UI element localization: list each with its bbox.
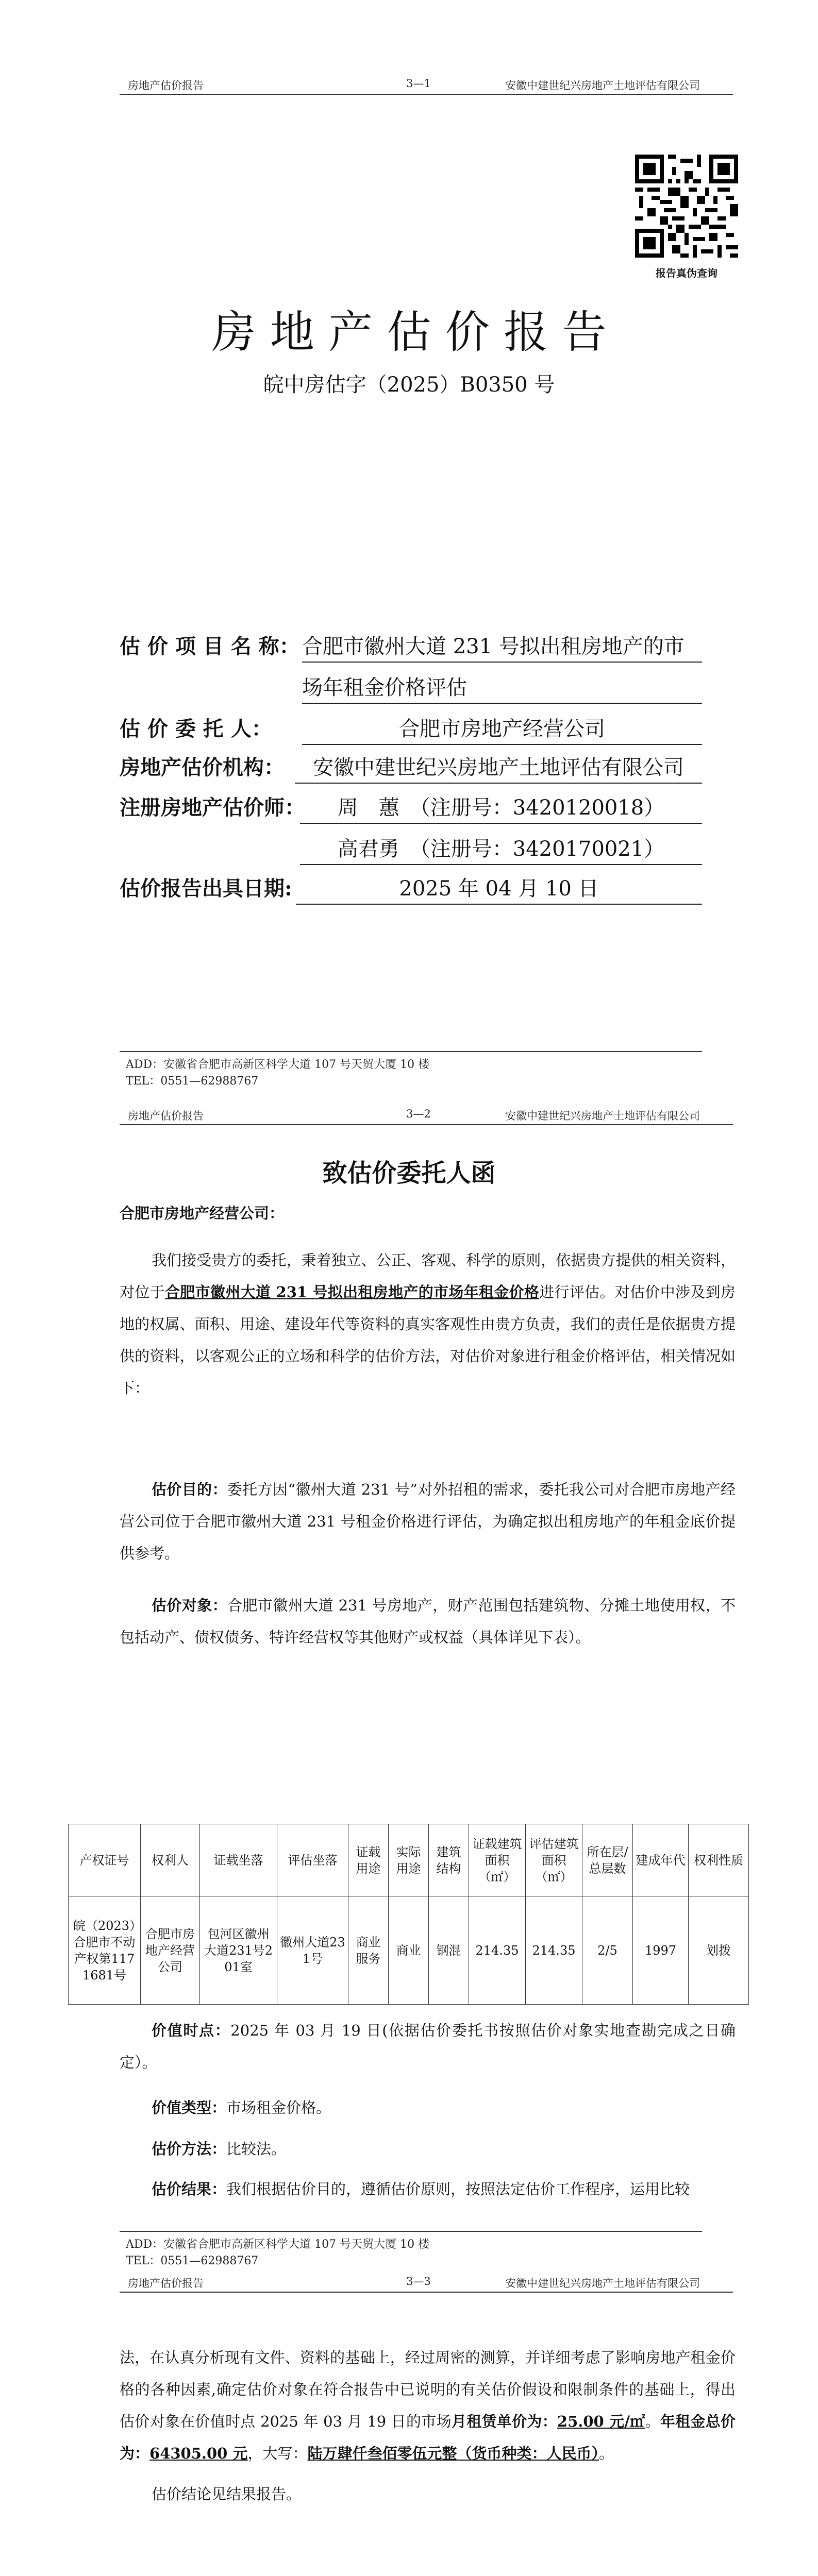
td-cert-area: 214.35: [469, 1896, 526, 2005]
appraiser-2: 高君勇 （注册号：3420170021）: [337, 837, 665, 861]
appraiser-label: 注册房地产估价师：: [120, 795, 305, 820]
project-name-underline2: [302, 703, 702, 704]
method-paragraph: 估价方法：比较法。: [152, 2140, 287, 2158]
td-cert-no: 皖（2023）合肥市不动产权第1171681号: [69, 1896, 141, 2005]
appraiser-1-underline: [300, 823, 702, 824]
page2-header-company: 安徽中建世纪兴房地产土地评估有限公司: [505, 1110, 700, 1122]
project-name-label: 估 价 项 目 名 称：: [120, 634, 300, 658]
td-owner: 合肥市房地产经营公司: [141, 1896, 200, 2005]
result-continued-paragraph: 法，在认真分析现有文件、资料的基础上，经过周密的测算，并详细考虑了影响房地产租金价格的各种因素,确定估价对象在符合报告中已说明的有关估价假设和限制条件的基础上，得出估价对象在价值时点 2025 年 03 月 19 日的市场月租赁单价为：25.00 元/㎡。年租金总价为：64305.00 元，大写：陆万肆仟叁佰零伍元整（货币种类：人民币）。: [120, 2349, 736, 2462]
th-actual-use: 实际用途: [389, 1824, 429, 1896]
agency-value: 安徽中建世纪兴房地产土地评估有限公司: [313, 756, 684, 779]
conclusion-paragraph: 估价结论见结果报告。: [152, 2485, 302, 2503]
page2-header-page-no: 3—2: [406, 1108, 431, 1120]
page3-header-company: 安徽中建世纪兴房地产土地评估有限公司: [505, 2277, 700, 2290]
client-label: 估 价 委 托 人：: [120, 717, 272, 741]
report-date-underline: [296, 904, 702, 905]
page1-footer-tel: TEL：0551—62988767: [126, 1075, 259, 1088]
property-table: [68, 1824, 749, 2005]
page3-header-page-no: 3—3: [406, 2275, 431, 2287]
report-number: 皖中房估字（2025）B0350 号: [263, 373, 555, 397]
td-structure: 钢混: [429, 1896, 469, 2005]
th-eval-area: 评估建筑面积（㎡）: [526, 1824, 582, 1896]
th-owner: 权利人: [141, 1824, 200, 1896]
appraiser-1: 周 蕙 （注册号：3420120018）: [337, 796, 665, 820]
table-row: [69, 1896, 749, 2005]
td-floor: 2/5: [582, 1896, 633, 2005]
result-paragraph: 估价结果：我们根据估价目的，遵循估价原则，按照法定估价工作程序，运用比较: [152, 2180, 690, 2198]
th-cert-no: 产权证号: [69, 1824, 141, 1896]
td-cert-location: 包河区徽州大道231号201室: [200, 1896, 277, 2005]
td-eval-location: 徽州大道231号: [277, 1896, 348, 2005]
page3-header-rule: [120, 2292, 733, 2293]
report-title: 房 地 产 估 价 报 告: [211, 307, 607, 358]
letter-title: 致估价委托人函: [322, 1159, 496, 1188]
page2-footer-tel: TEL：0551—62988767: [126, 2255, 259, 2267]
page1-header-left: 房地产估价报告: [128, 79, 204, 92]
value-date-paragraph: 价值时点：2025 年 03 月 19 日(依据估价委托书按照估价对象实地查勘完成之日确定）。: [120, 2022, 736, 2071]
th-cert-use: 证载用途: [348, 1824, 389, 1896]
project-name-line1: 合肥市徽州大道 231 号拟出租房地产的市: [302, 635, 685, 658]
property-table-header-row: [69, 1824, 749, 1896]
page1-footer-address: ADD：安徽省合肥市高新区科学大道 107 号天贸大厦 10 楼: [126, 1058, 430, 1071]
client-value: 合肥市房地产经营公司: [399, 717, 605, 741]
object-paragraph: 估价对象：合肥市徽州大道 231 号房地产，财产范围包括建筑物、分摊土地使用权，不包括动产、债权债务、特许经营权等其他财产或权益（具体详见下表）。: [120, 1597, 736, 1646]
agency-underline: [295, 783, 702, 784]
project-name-line2: 场年租金价格评估: [302, 676, 467, 700]
page1-header-rule: [120, 94, 733, 95]
appraiser-2-underline: [300, 864, 702, 865]
letter-salutation: 合肥市房地产经营公司：: [120, 1205, 285, 1222]
th-cert-area: 证载建筑面积（㎡）: [469, 1824, 526, 1896]
td-actual-use: 商业: [389, 1896, 429, 2005]
page1-footer-rule: [120, 1051, 702, 1052]
page2-footer-rule: [120, 2231, 702, 2232]
th-structure: 建筑结构: [429, 1824, 469, 1896]
letter-intro-paragraph: 我们接受贵方的委托，秉着独立、公正、客观、科学的原则，依据贵方提供的相关资料，对位于合肥市徽州大道 231 号拟出租房地产的市场年租金价格进行评估。对估价中涉及到房地的权属、面积、用途、建设年代等资料的真实客观性由贵方负责，我们的责任是依据贵方提供的资料，以客观公正的立场和科学的估价方法，对估价对象进行租金价格评估，相关情况如下：: [120, 1251, 736, 1397]
th-floor: 所在层/总层数: [582, 1824, 633, 1896]
qr-caption: 报告真伪查询: [656, 267, 717, 279]
page2-footer-address: ADD：安徽省合肥市高新区科学大道 107 号天贸大厦 10 楼: [126, 2238, 430, 2251]
page1-header-company: 安徽中建世纪兴房地产土地评估有限公司: [505, 79, 700, 92]
page3-header-left: 房地产估价报告: [128, 2277, 204, 2290]
td-built-year: 1997: [633, 1896, 689, 2005]
project-name-underline1: [302, 662, 702, 663]
td-cert-use: 商业服务: [348, 1896, 389, 2005]
page2-header-rule: [120, 1124, 733, 1125]
client-underline: [302, 744, 702, 745]
qr-code-icon[interactable]: [635, 155, 738, 258]
page2-header-left: 房地产估价报告: [128, 1110, 204, 1122]
th-built-year: 建成年代: [633, 1824, 689, 1896]
td-right-type: 划拨: [689, 1896, 749, 2005]
purpose-paragraph: 估价目的：委托方因“徽州大道 231 号”对外招租的需求，委托我公司对合肥市房地产经营公司位于合肥市徽州大道 231 号租金价格进行评估，为确定拟出租房地产的年租金底价提供参考。: [120, 1481, 736, 1562]
report-date-value: 2025 年 04 月 10 日: [399, 877, 599, 901]
value-type-paragraph: 价值类型：市场租金价格。: [152, 2099, 331, 2116]
report-date-label: 估价报告出具日期:: [120, 876, 292, 901]
th-cert-location: 证载坐落: [200, 1824, 277, 1896]
td-eval-area: 214.35: [526, 1896, 582, 2005]
th-right-type: 权利性质: [689, 1824, 749, 1896]
page1-header-page-no: 3—1: [406, 77, 431, 90]
th-eval-location: 评估坐落: [277, 1824, 348, 1896]
agency-label: 房地产估价机构：: [120, 755, 285, 779]
